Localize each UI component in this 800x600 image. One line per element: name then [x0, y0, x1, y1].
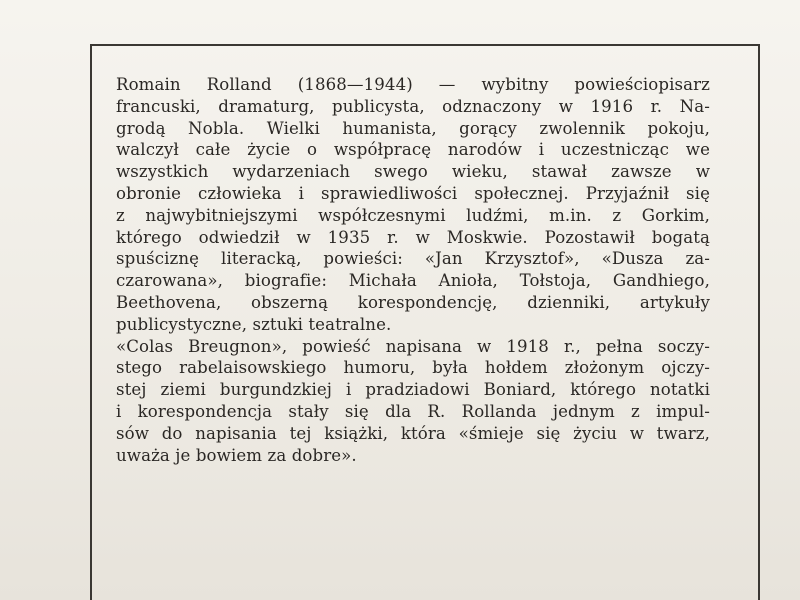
paragraph-book-summary	[116, 336, 710, 467]
text-line: uważa je bowiem za dobre».	[116, 445, 357, 465]
text-line: «Colas Breugnon», powieść napisana w 1918 r., pełna soczy-	[116, 336, 710, 356]
paragraph-author-bio	[116, 74, 710, 336]
text-line: walczył całe życie o współpracę narodów i uczestnicząc we	[116, 140, 710, 160]
text-line: stej ziemi burgundzkiej i pradziadowi Boniard, którego notatki	[116, 380, 710, 400]
text-line: publicystyczne, sztuki teatralne.	[116, 314, 392, 334]
text-line: grodą Nobla. Wielki humanista, gorący zwolennik pokoju,	[116, 118, 710, 138]
text-line: stego rabelaisowskiego humoru, była hołdem złożonym ojczy-	[116, 358, 710, 378]
text-line: i korespondencja stały się dla R. Rollanda jednym z impul-	[116, 401, 710, 421]
text-line: z najwybitniejszymi współczesnymi ludźmi, m.in. z Gorkim,	[116, 205, 710, 225]
text-line: Romain Rolland (1868—1944) — wybitny powieściopisarz	[116, 75, 710, 94]
text-line: spuściznę literacką, powieści: «Jan Krzysztof», «Dusza za-	[116, 249, 710, 269]
text-line: wszystkich wydarzeniach swego wieku, stawał zawsze w	[116, 162, 710, 182]
text-line: którego odwiedził w 1935 r. w Moskwie. Pozostawił bogatą	[116, 227, 710, 247]
text-line: czarowana», biografie: Michała Anioła, Tołstoja, Gandhiego,	[116, 271, 710, 291]
text-line: Beethovena, obszerną korespondencję, dzienniki, artykuły	[116, 292, 710, 312]
text-line: obronie człowieka i sprawiedliwości społecznej. Przyjaźnił się	[116, 183, 710, 203]
text-line: francuski, dramaturg, publicysta, odznaczony w 1916 r. Na-	[116, 96, 710, 116]
text-line: sów do napisania tej książki, która «śmieje się życiu w twarz,	[116, 423, 710, 443]
book-description-text	[116, 74, 710, 466]
